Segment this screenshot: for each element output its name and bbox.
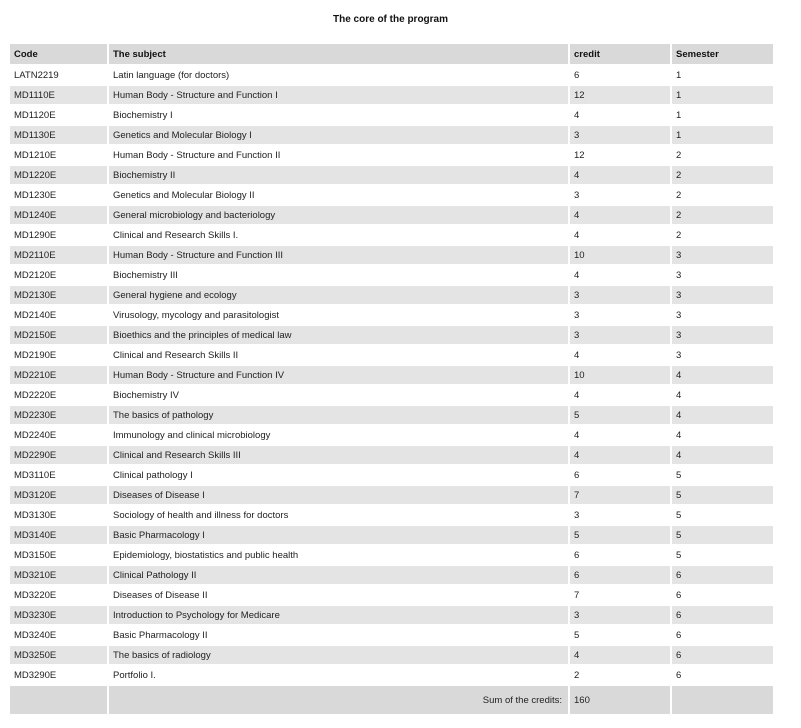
cell-subject: Human Body - Structure and Function I (109, 86, 568, 106)
cell-subject: Virusology, mycology and parasitologist (109, 306, 568, 326)
cell-credit: 6 (570, 546, 670, 566)
table-row (10, 586, 773, 606)
table-row (10, 626, 773, 646)
cell-code: MD2290E (10, 446, 107, 466)
header-credit: credit (570, 44, 670, 66)
cell-code: MD1120E (10, 106, 107, 126)
cell-code: MD2240E (10, 426, 107, 446)
cell-semester: 6 (672, 626, 773, 646)
cell-code: MD1220E (10, 166, 107, 186)
cell-code: MD3140E (10, 526, 107, 546)
cell-code: LATN2219 (10, 66, 107, 86)
cell-semester: 6 (672, 566, 773, 586)
table-row (10, 446, 773, 466)
table-row (10, 166, 773, 186)
cell-semester: 1 (672, 126, 773, 146)
cell-semester: 2 (672, 146, 773, 166)
cell-semester: 6 (672, 606, 773, 626)
cell-subject: Genetics and Molecular Biology I (109, 126, 568, 146)
cell-semester: 3 (672, 346, 773, 366)
cell-subject: General microbiology and bacteriology (109, 206, 568, 226)
cell-credit: 4 (570, 106, 670, 126)
cell-credit: 4 (570, 646, 670, 666)
cell-code: MD1240E (10, 206, 107, 226)
cell-subject: Diseases of Disease II (109, 586, 568, 606)
cell-semester: 2 (672, 226, 773, 246)
cell-semester: 3 (672, 246, 773, 266)
table-row (10, 406, 773, 426)
cell-semester: 2 (672, 206, 773, 226)
table-row (10, 306, 773, 326)
sum-empty-cell (672, 686, 773, 714)
cell-subject: Clinical and Research Skills II (109, 346, 568, 366)
table-row (10, 666, 773, 686)
table-row (10, 546, 773, 566)
cell-subject: Latin language (for doctors) (109, 66, 568, 86)
table-row (10, 86, 773, 106)
cell-credit: 4 (570, 346, 670, 366)
table-row (10, 226, 773, 246)
table-row (10, 146, 773, 166)
header-semester: Semester (672, 44, 773, 66)
cell-code: MD2190E (10, 346, 107, 366)
cell-semester: 2 (672, 186, 773, 206)
cell-subject: The basics of pathology (109, 406, 568, 426)
cell-credit: 4 (570, 206, 670, 226)
cell-credit: 2 (570, 666, 670, 686)
cell-subject: Sociology of health and illness for doctors (109, 506, 568, 526)
cell-code: MD2210E (10, 366, 107, 386)
table-row (10, 646, 773, 666)
cell-credit: 4 (570, 426, 670, 446)
cell-code: MD3240E (10, 626, 107, 646)
cell-credit: 3 (570, 506, 670, 526)
cell-subject: Biochemistry III (109, 266, 568, 286)
sum-row (10, 686, 773, 714)
cell-code: MD3110E (10, 466, 107, 486)
cell-semester: 5 (672, 466, 773, 486)
table-row (10, 186, 773, 206)
sum-empty-cell (10, 686, 107, 714)
cell-subject: Introduction to Psychology for Medicare (109, 606, 568, 626)
cell-subject: Clinical and Research Skills I. (109, 226, 568, 246)
cell-code: MD3220E (10, 586, 107, 606)
cell-credit: 3 (570, 286, 670, 306)
cell-subject: Clinical Pathology II (109, 566, 568, 586)
cell-semester: 4 (672, 406, 773, 426)
cell-code: MD2120E (10, 266, 107, 286)
cell-semester: 4 (672, 426, 773, 446)
cell-credit: 5 (570, 526, 670, 546)
cell-semester: 3 (672, 326, 773, 346)
page-title: The core of the program (332, 14, 448, 25)
table-row (10, 106, 773, 126)
cell-semester: 3 (672, 266, 773, 286)
sum-label: Sum of the credits: (109, 686, 568, 714)
table-row (10, 346, 773, 366)
cell-code: MD2220E (10, 386, 107, 406)
cell-subject: Diseases of Disease I (109, 486, 568, 506)
cell-code: MD3210E (10, 566, 107, 586)
cell-semester: 4 (672, 446, 773, 466)
table-row (10, 386, 773, 406)
cell-code: MD1130E (10, 126, 107, 146)
cell-code: MD3150E (10, 546, 107, 566)
table-row (10, 286, 773, 306)
cell-code: MD1290E (10, 226, 107, 246)
cell-credit: 4 (570, 226, 670, 246)
table-row (10, 466, 773, 486)
cell-code: MD1210E (10, 146, 107, 166)
table-row (10, 506, 773, 526)
cell-credit: 3 (570, 326, 670, 346)
table-header-row (10, 44, 773, 66)
cell-code: MD1230E (10, 186, 107, 206)
cell-credit: 3 (570, 186, 670, 206)
cell-credit: 6 (570, 566, 670, 586)
table-row (10, 266, 773, 286)
cell-subject: The basics of radiology (109, 646, 568, 666)
cell-subject: Bioethics and the principles of medical law (109, 326, 568, 346)
cell-semester: 3 (672, 286, 773, 306)
cell-code: MD2110E (10, 246, 107, 266)
cell-subject: Human Body - Structure and Function II (109, 146, 568, 166)
cell-credit: 10 (570, 246, 670, 266)
cell-code: MD3230E (10, 606, 107, 626)
table-row (10, 426, 773, 446)
table-row (10, 246, 773, 266)
cell-credit: 10 (570, 366, 670, 386)
cell-subject: Human Body - Structure and Function III (109, 246, 568, 266)
table-row (10, 366, 773, 386)
cell-credit: 3 (570, 126, 670, 146)
cell-credit: 12 (570, 86, 670, 106)
header-code: Code (10, 44, 107, 66)
cell-credit: 4 (570, 266, 670, 286)
header-subject: The subject (109, 44, 568, 66)
cell-subject: Human Body - Structure and Function IV (109, 366, 568, 386)
cell-semester: 1 (672, 106, 773, 126)
table-row (10, 566, 773, 586)
cell-subject: Portfolio I. (109, 666, 568, 686)
cell-semester: 6 (672, 586, 773, 606)
cell-code: MD2140E (10, 306, 107, 326)
cell-code: MD3120E (10, 486, 107, 506)
cell-subject: Basic Pharmacology II (109, 626, 568, 646)
table-row (10, 526, 773, 546)
cell-credit: 4 (570, 446, 670, 466)
cell-credit: 5 (570, 626, 670, 646)
cell-credit: 6 (570, 66, 670, 86)
sum-value: 160 (570, 686, 670, 714)
cell-code: MD1110E (10, 86, 107, 106)
cell-semester: 5 (672, 526, 773, 546)
cell-subject: Clinical and Research Skills III (109, 446, 568, 466)
cell-code: MD3290E (10, 666, 107, 686)
cell-credit: 4 (570, 386, 670, 406)
cell-semester: 1 (672, 66, 773, 86)
cell-semester: 6 (672, 666, 773, 686)
cell-credit: 3 (570, 606, 670, 626)
cell-semester: 4 (672, 366, 773, 386)
cell-subject: Biochemistry I (109, 106, 568, 126)
cell-subject: Biochemistry IV (109, 386, 568, 406)
table-row (10, 66, 773, 86)
table-row (10, 606, 773, 626)
cell-code: MD2150E (10, 326, 107, 346)
cell-semester: 3 (672, 306, 773, 326)
table-row (10, 126, 773, 146)
cell-semester: 1 (672, 86, 773, 106)
cell-subject: Basic Pharmacology I (109, 526, 568, 546)
cell-credit: 3 (570, 306, 670, 326)
cell-code: MD3130E (10, 506, 107, 526)
table-row (10, 206, 773, 226)
cell-semester: 5 (672, 486, 773, 506)
cell-credit: 4 (570, 166, 670, 186)
cell-semester: 6 (672, 646, 773, 666)
cell-semester: 5 (672, 546, 773, 566)
cell-credit: 5 (570, 406, 670, 426)
cell-credit: 7 (570, 486, 670, 506)
table-row (10, 326, 773, 346)
cell-subject: Clinical pathology I (109, 466, 568, 486)
table-row (10, 486, 773, 506)
cell-code: MD2230E (10, 406, 107, 426)
cell-subject: Biochemistry II (109, 166, 568, 186)
table-body (10, 66, 773, 686)
cell-semester: 5 (672, 506, 773, 526)
cell-subject: Genetics and Molecular Biology II (109, 186, 568, 206)
cell-code: MD2130E (10, 286, 107, 306)
cell-code: MD3250E (10, 646, 107, 666)
cell-subject: Epidemiology, biostatistics and public health (109, 546, 568, 566)
cell-credit: 7 (570, 586, 670, 606)
cell-credit: 6 (570, 466, 670, 486)
cell-semester: 4 (672, 386, 773, 406)
cell-subject: Immunology and clinical microbiology (109, 426, 568, 446)
cell-semester: 2 (672, 166, 773, 186)
cell-credit: 12 (570, 146, 670, 166)
program-table (8, 44, 775, 714)
cell-subject: General hygiene and ecology (109, 286, 568, 306)
